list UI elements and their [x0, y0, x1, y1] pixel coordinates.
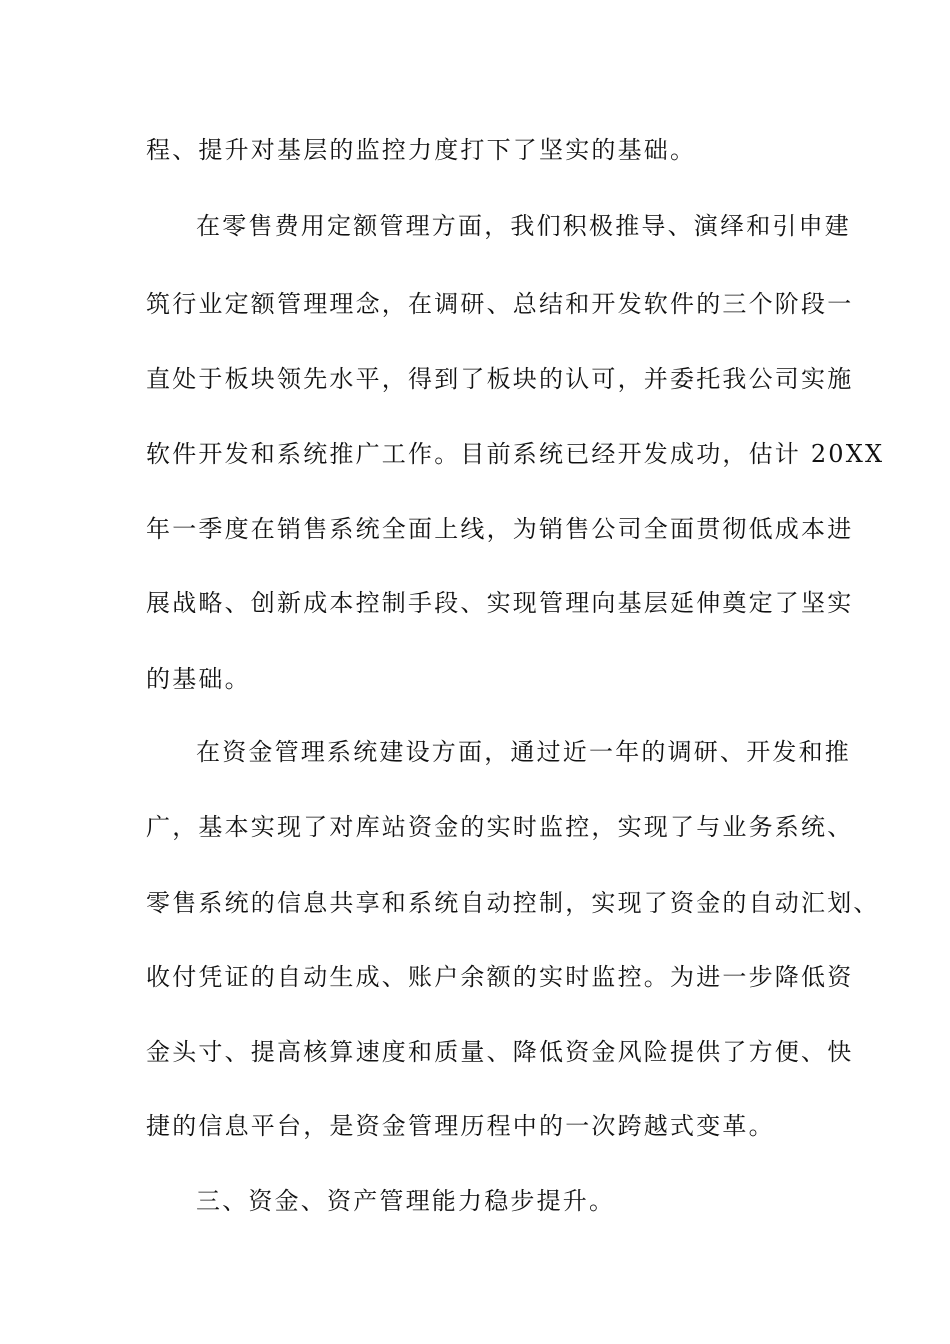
- paragraph-line: 收付凭证的自动生成、账户余额的实时监控。为进一步降低资: [146, 963, 854, 991]
- paragraph-line: 金头寸、提高核算速度和质量、降低资金风险提供了方便、快: [146, 1038, 854, 1066]
- paragraph-line: 广，基本实现了对库站资金的实时监控，实现了与业务系统、: [146, 813, 854, 841]
- paragraph-line: 筑行业定额管理理念，在调研、总结和开发软件的三个阶段一: [146, 290, 854, 318]
- paragraph-line: 直处于板块领先水平，得到了板块的认可，并委托我公司实施: [146, 365, 854, 393]
- paragraph-line: 在零售费用定额管理方面，我们积极推导、演绎和引申建: [196, 212, 851, 240]
- section-heading: 三、资金、资产管理能力稳步提升。: [196, 1187, 616, 1215]
- paragraph-line: 展战略、创新成本控制手段、实现管理向基层延伸奠定了坚实: [146, 589, 854, 617]
- paragraph-line: 的基础。: [146, 665, 251, 693]
- paragraph-line: 软件开发和系统推广工作。目前系统已经开发成功，估计 20XX: [146, 440, 885, 468]
- paragraph-line: 零售系统的信息共享和系统自动控制，实现了资金的自动汇划、: [146, 889, 880, 917]
- paragraph-line: 程、提升对基层的监控力度打下了坚实的基础。: [146, 136, 697, 164]
- paragraph-line: 年一季度在销售系统全面上线，为销售公司全面贯彻低成本进: [146, 515, 854, 543]
- paragraph-line: 捷的信息平台，是资金管理历程中的一次跨越式变革。: [146, 1112, 775, 1140]
- paragraph-line: 在资金管理系统建设方面，通过近一年的调研、开发和推: [196, 738, 851, 766]
